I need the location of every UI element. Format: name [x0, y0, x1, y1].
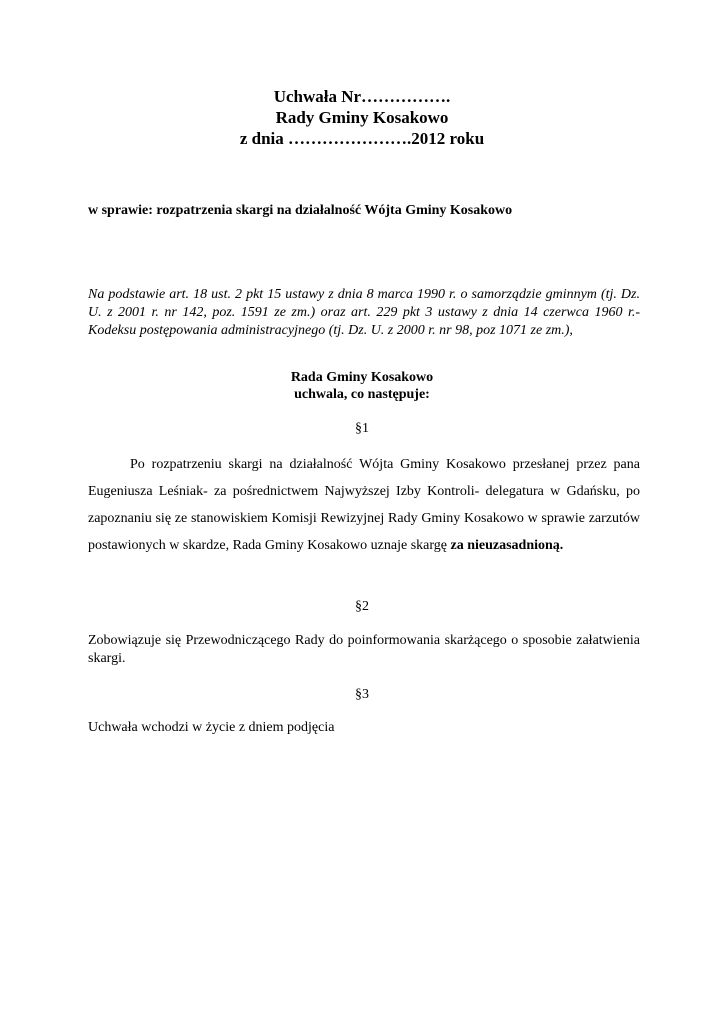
section-1-body: Po rozpatrzeniu skargi na działalność Wójta Gminy Kosakowo przesłanej przez pana Eugeniusza Leśniak- za pośrednictwem Najwyższej Izby Kontroli- delegatura w Gdańsku, po zapoznaniu się ze stanowiskiem Komisji Rewizyjnej Rady Gminy Kosakowo w sprawie zarzutów postawionych w skardze, Rada Gminy Kosakowo uznaje skargę: [88, 457, 640, 553]
section-3-text: Uchwała wchodzi w życie z dniem podjęcia: [88, 720, 335, 735]
resolution-subject: w sprawie: rozpatrzenia skargi na działalność Wójta Gminy Kosakowo: [88, 203, 513, 218]
council-heading: [0, 369, 724, 403]
section-1-text: [88, 451, 640, 559]
resolution-title: [0, 86, 724, 149]
section-1-emphasis: za nieuzasadnioną.: [450, 538, 564, 553]
council-resolves: uchwala, co następuje:: [294, 387, 430, 402]
legal-basis: Na podstawie art. 18 ust. 2 pkt 15 ustawy z dnia 8 marca 1990 r. o samorządzie gminnym (tj. Dz. U. z 2001 r. nr 142, poz. 1591 ze zm.) oraz art. 229 pkt 3 ustawy z dnia 14 czerwca 1960 r.- Kodeksu postępowania administracyjnego (tj. Dz. U. z 2000 r. nr 98, poz 1071 ze zm.),: [88, 287, 640, 338]
title-council-name: Rady Gminy Kosakowo: [275, 108, 449, 127]
title-date: z dnia ………………….2012 roku: [239, 129, 485, 148]
council-name: Rada Gminy Kosakowo: [290, 370, 434, 385]
section-3-mark: §3: [355, 687, 369, 702]
title-resolution-number: Uchwała Nr…………….: [273, 87, 451, 106]
section-2-mark: §2: [355, 599, 369, 614]
section-2-text: Zobowiązuje się Przewodniczącego Rady do poinformowania skarżącego o sposobie załatwienia skargi.: [88, 633, 640, 666]
section-1-mark: §1: [355, 421, 369, 436]
